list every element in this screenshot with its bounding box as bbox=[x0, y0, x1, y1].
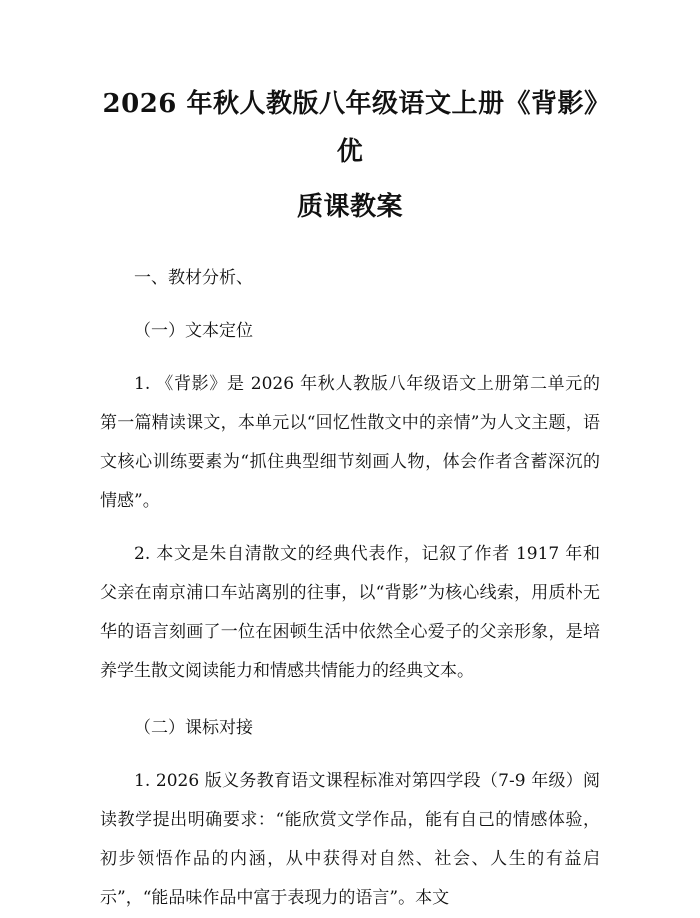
subsection-heading-curriculum-standard: （二）课标对接 bbox=[134, 718, 253, 738]
paragraph-curriculum-standard-1: 1. 2026 版义务教育语文课程标准对第四学段（7-9 年级）阅读教学提出明确要求：“能欣赏文学作品，能有自己的情感体验，初步领悟作品的内涵，从中获得对自然、社会、人生的有益启示”，“能品味作品中富于表现力的语言”。本文 bbox=[100, 771, 600, 908]
document-title bbox=[100, 80, 600, 231]
subsection-heading-text-positioning: （一）文本定位 bbox=[134, 321, 253, 341]
title-line-1: 2026 年秋人教版八年级语文上册《背影》优 bbox=[102, 89, 598, 167]
section-heading-teaching-material-analysis: 一、教材分析、 bbox=[134, 268, 253, 288]
title-line-2: 质课教案 bbox=[296, 192, 403, 222]
paragraph-text-positioning-2: 2. 本文是朱自清散文的经典代表作，记叙了作者 1917 年和父亲在南京浦口车站离别的往事，以“背影”为核心线索，用质朴无华的语言刻画了一位在困顿生活中依然全心爱子的父亲形象，是培养学生散文阅读能力和情感共情能力的经典文本。 bbox=[100, 544, 600, 681]
document-body bbox=[100, 259, 600, 918]
paragraph-text-positioning-1: 1. 《背影》是 2026 年秋人教版八年级语文上册第二单元的第一篇精读课文，本单元以“回忆性散文中的亲情”为人文主题，语文核心训练要素为“抓住典型细节刻画人物，体会作者含蓄深沉的情感”。 bbox=[100, 374, 600, 511]
